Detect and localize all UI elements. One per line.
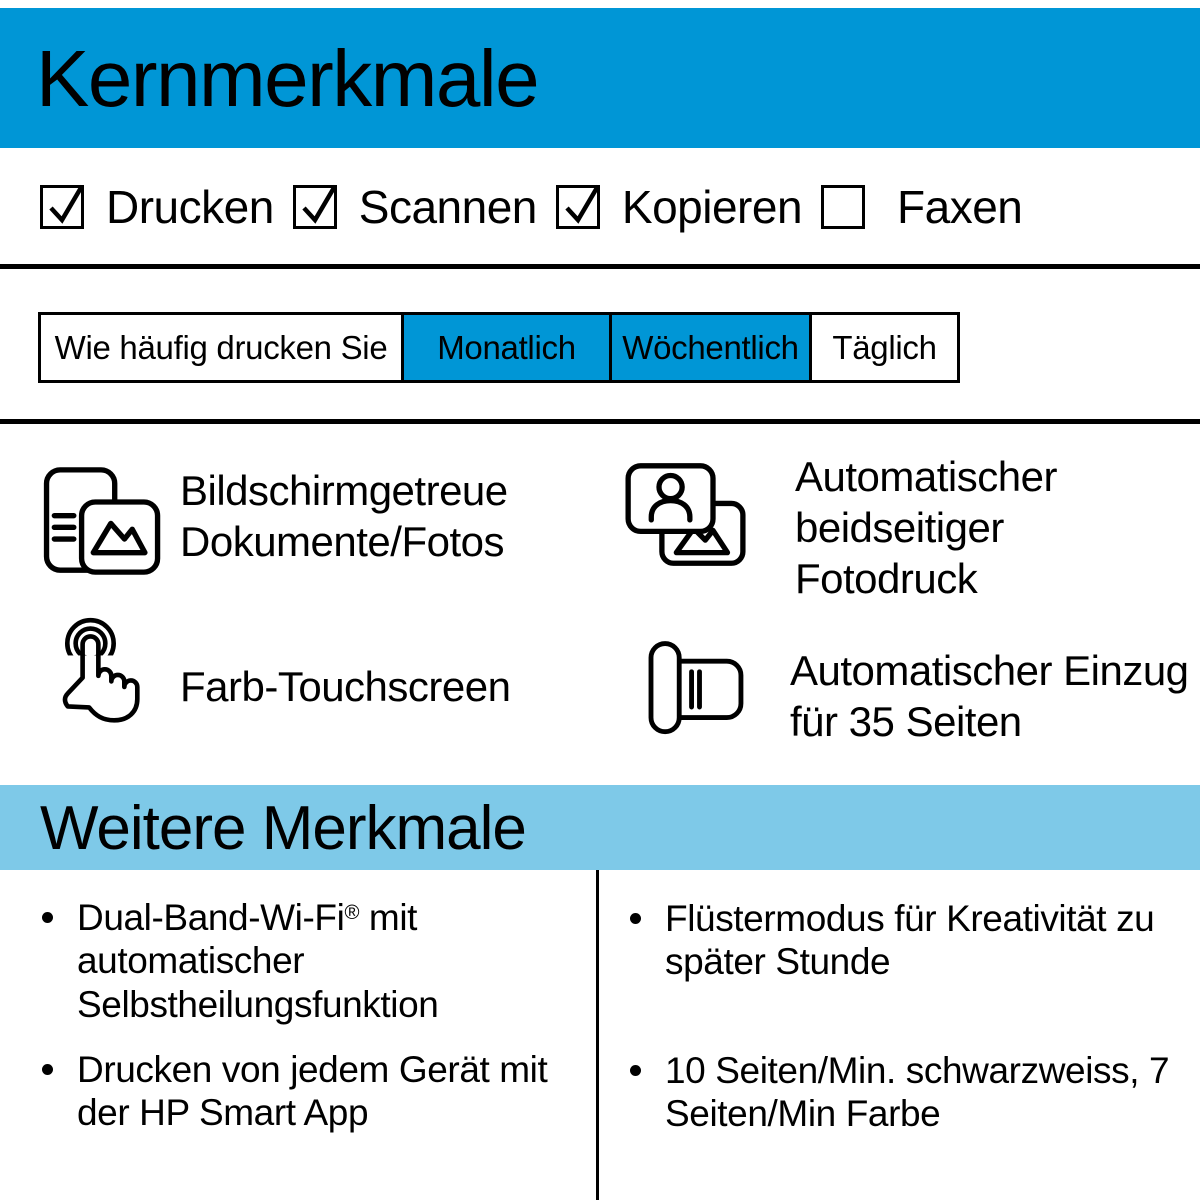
function-label: Drucken bbox=[106, 180, 274, 233]
more-features-title: Weitere Merkmale bbox=[40, 794, 526, 863]
function-faxen bbox=[821, 180, 1022, 234]
feature-label: Automatischer beidseitiger Fotodruck bbox=[795, 453, 1057, 602]
function-checkbox-row bbox=[0, 148, 1200, 265]
bullet-text: Drucken von jedem Gerät mit der HP Smart App bbox=[77, 1049, 548, 1134]
bullet-list bbox=[630, 897, 1192, 1136]
touchscreen-icon bbox=[52, 616, 154, 732]
function-label: Kopieren bbox=[621, 180, 803, 233]
list-item bbox=[42, 896, 573, 1048]
core-features-header-band bbox=[0, 8, 1200, 148]
more-features-left-column bbox=[0, 870, 597, 1200]
bullet-dot bbox=[630, 1065, 641, 1076]
frequency-option-monatlich[interactable]: Monatlich bbox=[401, 315, 609, 380]
checkbox-kopieren[interactable] bbox=[556, 185, 600, 229]
checkbox-faxen[interactable] bbox=[821, 185, 865, 229]
feature-label: Automatischer Einzug für 35 Seiten bbox=[790, 647, 1189, 745]
list-item bbox=[630, 897, 1192, 1049]
page-title: Kernmerkmale bbox=[36, 34, 539, 123]
column-divider bbox=[596, 870, 599, 1200]
documents-photos-icon bbox=[40, 465, 168, 577]
more-features-header-band bbox=[0, 785, 1200, 870]
bullet-dot bbox=[630, 913, 641, 924]
bullet-text: Dual-Band-Wi-Fi® mit automatischer Selbstheilungsfunktion bbox=[77, 897, 439, 1025]
checkbox-drucken[interactable] bbox=[40, 185, 84, 229]
more-features-right-column bbox=[597, 870, 1200, 1200]
bullet-list bbox=[42, 896, 573, 1135]
duplex-photo-icon bbox=[622, 461, 750, 569]
check-icon bbox=[562, 180, 602, 228]
divider-line bbox=[0, 419, 1200, 424]
list-item bbox=[42, 1048, 573, 1135]
frequency-option-taeglich[interactable]: Täglich bbox=[809, 315, 957, 380]
function-drucken bbox=[40, 180, 274, 234]
function-label: Scannen bbox=[358, 180, 537, 233]
print-frequency-table bbox=[38, 312, 960, 383]
check-icon bbox=[46, 180, 86, 228]
list-item bbox=[630, 1049, 1192, 1136]
bullet-text: 10 Seiten/Min. schwarzweiss, 7 Seiten/Min Farbe bbox=[665, 1050, 1170, 1135]
frequency-option-woechentlich[interactable]: Wöchentlich bbox=[609, 315, 809, 380]
document-feeder-icon bbox=[642, 640, 757, 737]
frequency-question: Wie häufig drucken Sie bbox=[41, 315, 401, 380]
bullet-dot bbox=[42, 1064, 53, 1075]
divider-line bbox=[0, 264, 1200, 269]
feature-label: Bildschirmgetreue Dokumente/Fotos bbox=[180, 467, 508, 565]
bullet-dot bbox=[42, 912, 53, 923]
check-icon bbox=[299, 180, 339, 228]
checkbox-scannen[interactable] bbox=[293, 185, 337, 229]
feature-label: Farb-Touchscreen bbox=[180, 663, 511, 710]
function-scannen bbox=[293, 180, 537, 234]
more-features-section bbox=[0, 870, 1200, 1200]
bullet-text: Flüstermodus für Kreativität zu später Stunde bbox=[665, 898, 1155, 983]
function-kopieren bbox=[556, 180, 802, 234]
function-label: Faxen bbox=[897, 180, 1023, 233]
